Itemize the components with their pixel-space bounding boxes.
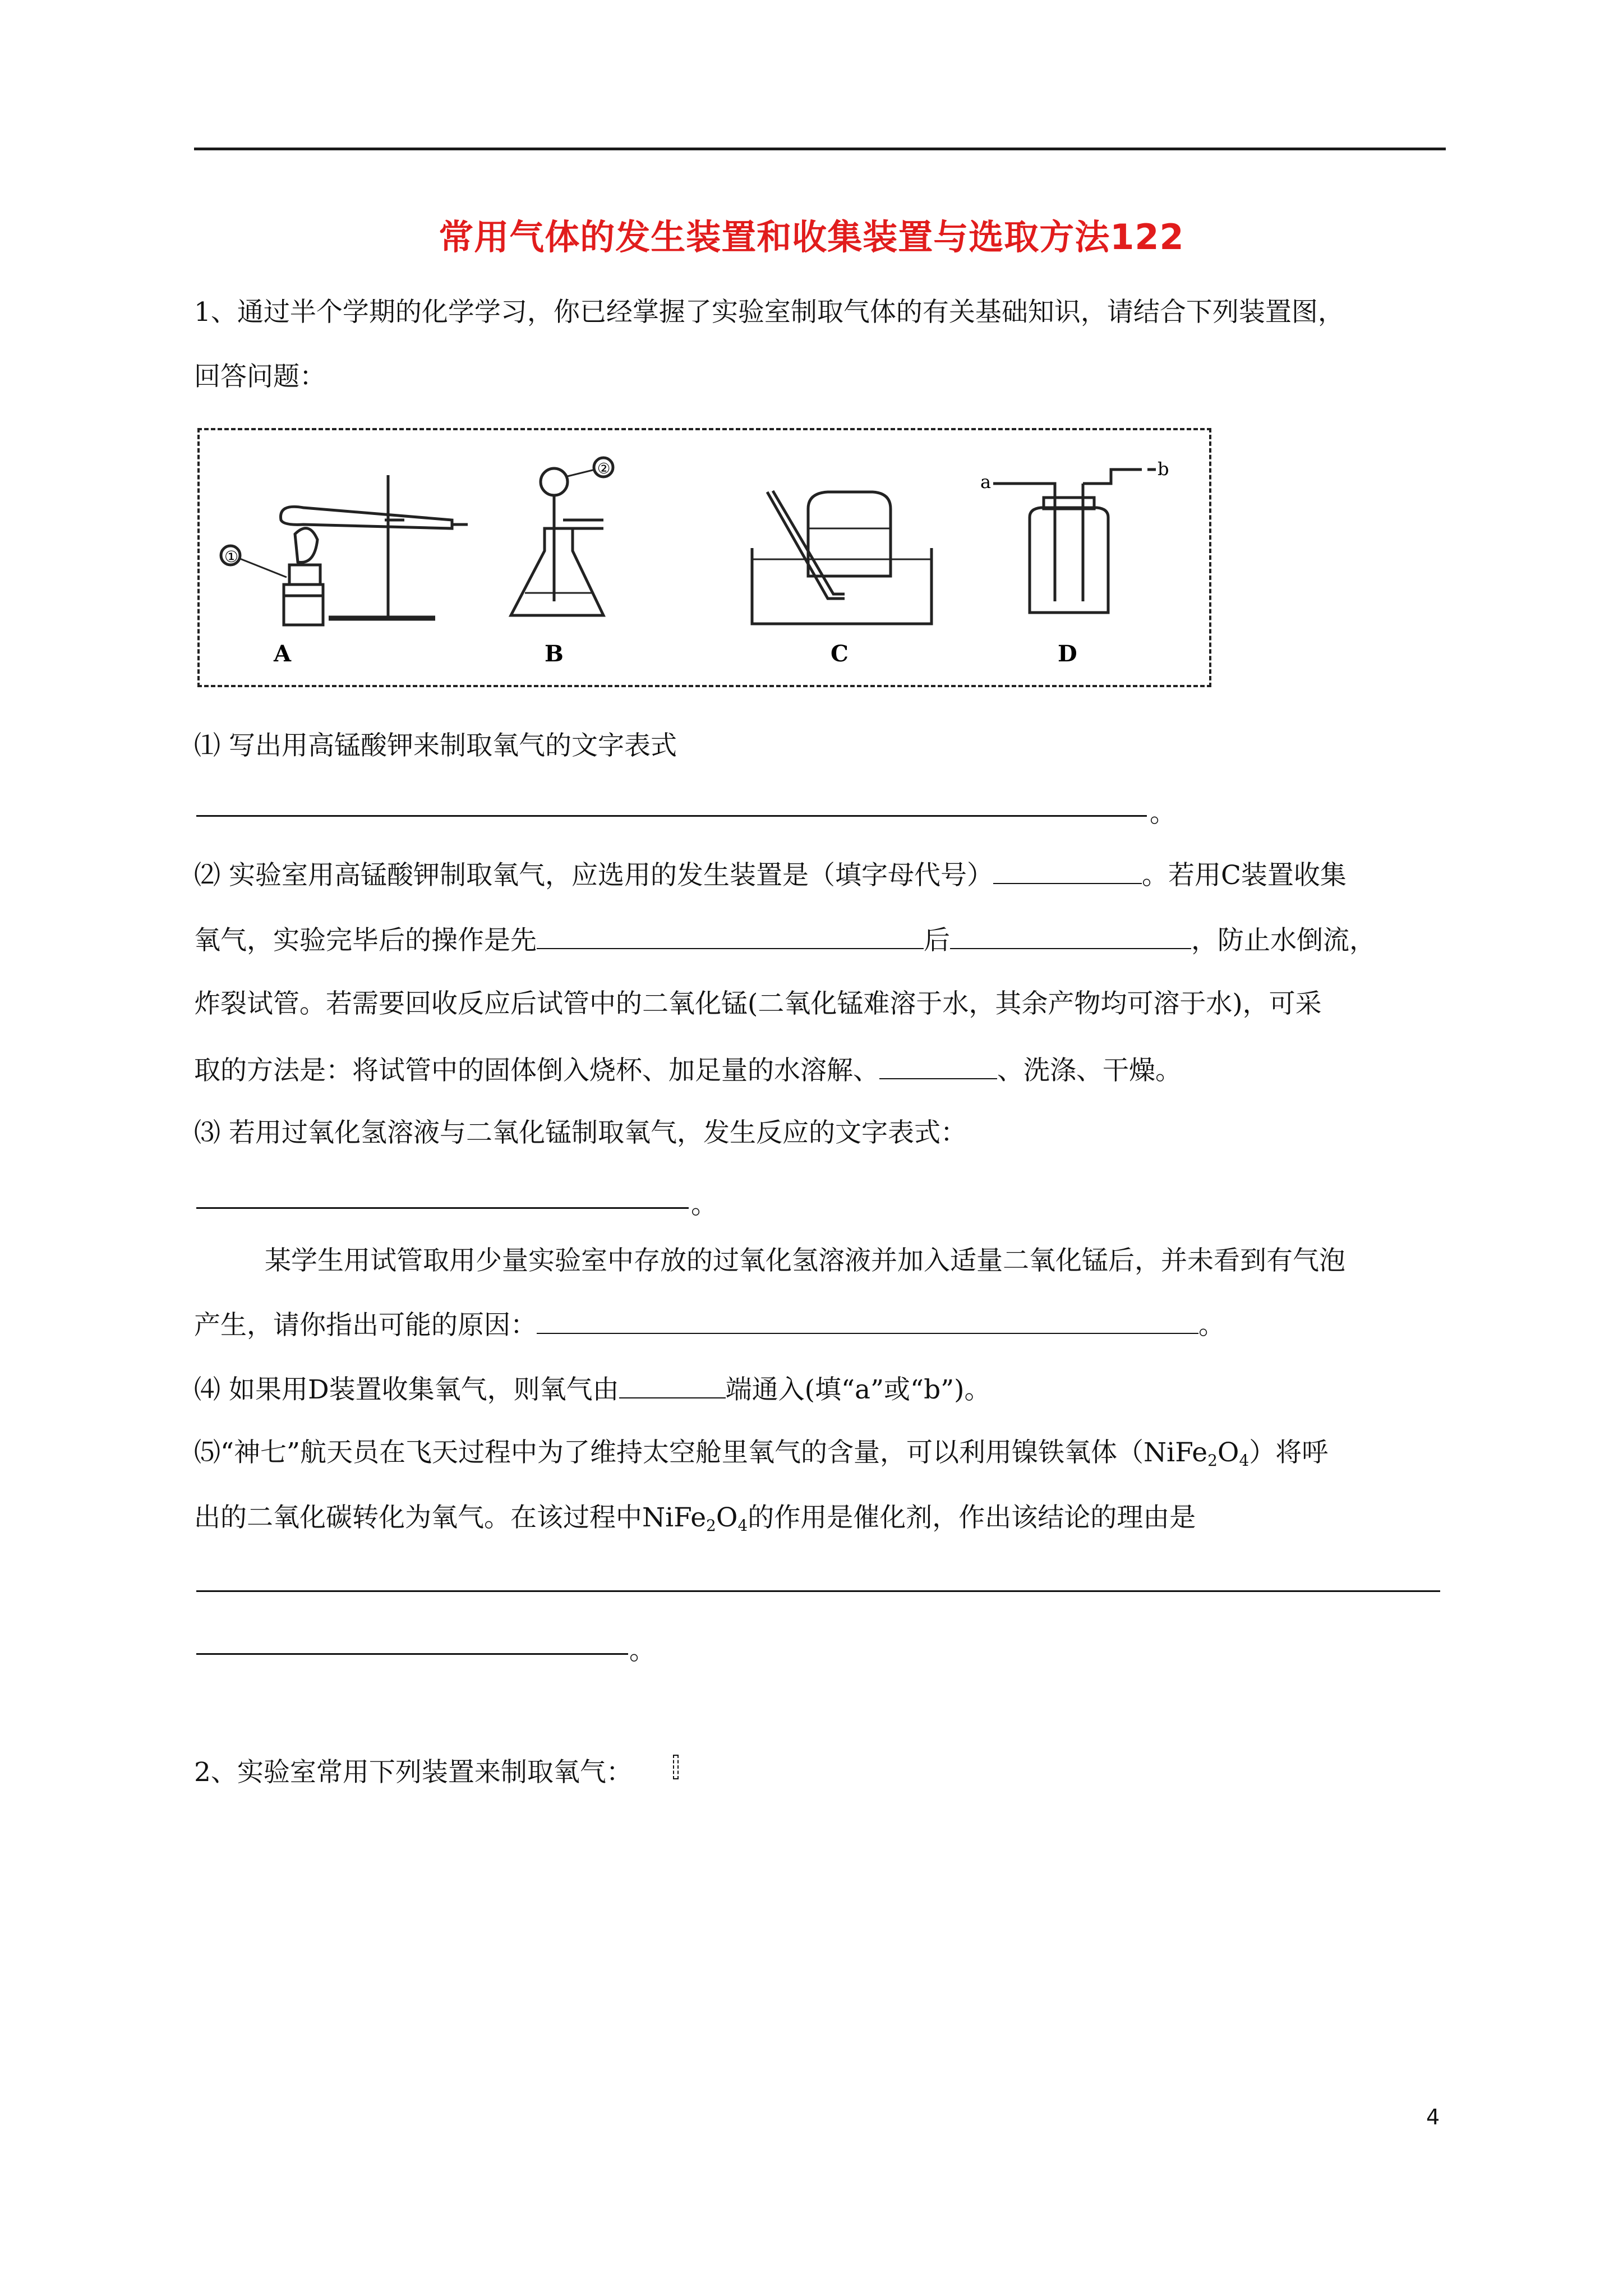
apparatus-figure bbox=[197, 428, 1211, 687]
q1-part3b-line2-tail: 。 bbox=[1198, 1310, 1225, 1341]
port-a-label: a bbox=[980, 471, 992, 493]
subscript-2: 2 bbox=[1207, 1451, 1218, 1470]
q1-part1: ⑴ 写出用高锰酸钾来制取氧气的文字表式 bbox=[194, 730, 677, 761]
apparatus-a bbox=[221, 475, 468, 625]
q1-part2-line4-tail: 、洗涤、干燥。 bbox=[997, 1055, 1182, 1086]
q1-part5-line2 bbox=[194, 1501, 1196, 1543]
answer-blank-reason[interactable] bbox=[537, 1307, 1198, 1334]
image-placeholder-icon bbox=[673, 1755, 679, 1779]
q1-part5-line1-text: ⑸“神七”航天员在飞天过程中为了维持太空舱里氧气的含量，可以利用镍铁氧体（NiFe bbox=[194, 1437, 1208, 1468]
q2-text: 2、实验室常用下列装置来制取氧气： bbox=[194, 1757, 633, 1788]
answer-blank-method[interactable] bbox=[879, 1052, 997, 1079]
label-c: C bbox=[831, 641, 849, 667]
answer-line-5b[interactable] bbox=[196, 1653, 628, 1655]
page-title: 常用气体的发生装置和收集装置与选取方法122 bbox=[439, 217, 1184, 257]
answer-blank-then[interactable] bbox=[950, 922, 1191, 949]
q1-part5-line2-text: 出的二氧化碳转化为氧气。在该过程中NiFe bbox=[194, 1502, 707, 1533]
header-rule bbox=[194, 148, 1446, 150]
port-b-label: b bbox=[1158, 458, 1169, 480]
apparatus-drawing bbox=[200, 430, 1209, 685]
apparatus-b bbox=[511, 458, 613, 615]
subscript-2: 2 bbox=[706, 1516, 716, 1535]
apparatus-c bbox=[752, 491, 932, 624]
q1-part4-text: ⑷ 如果用D装置收集氧气，则氧气由 bbox=[194, 1374, 619, 1405]
marker-2: ② bbox=[597, 461, 611, 477]
q1-intro-line1: 1、通过半个学期的化学学习，你已经掌握了实验室制取气体的有关基础知识，请结合下列装置图， bbox=[194, 297, 1344, 328]
q1-part4 bbox=[194, 1372, 991, 1407]
answer-line-3[interactable] bbox=[196, 1207, 689, 1209]
answer-line-5a[interactable] bbox=[196, 1590, 1440, 1592]
q1-part1-end: 。 bbox=[1150, 798, 1176, 829]
q1-part5-line1 bbox=[194, 1436, 1328, 1478]
q1-part3b-line2-text: 产生，请你指出可能的原因： bbox=[194, 1310, 537, 1341]
q1-part2-line2-tail: ，防止水倒流， bbox=[1191, 925, 1376, 956]
answer-line-1[interactable] bbox=[196, 815, 1147, 817]
q1-part2-line1 bbox=[194, 857, 1347, 892]
q1-part4-tail: 端通入(填“a”或“b”)。 bbox=[725, 1374, 991, 1405]
label-a: A bbox=[274, 641, 292, 667]
answer-blank-port[interactable] bbox=[619, 1372, 726, 1398]
page-number: 4 bbox=[1426, 2105, 1440, 2129]
q1-part2-line4-text: 取的方法是：将试管中的固体倒入烧杯、加足量的水溶解、 bbox=[194, 1055, 879, 1086]
q1-part2-line1-text: ⑵ 实验室用高锰酸钾制取氧气，应选用的发生装置是（填字母代号） bbox=[194, 860, 993, 891]
answer-blank-first[interactable] bbox=[537, 922, 924, 949]
q1-part2-line2 bbox=[194, 922, 1376, 958]
label-b: B bbox=[545, 641, 564, 667]
q1-part5-line2-tail: 的作用是催化剂，作出该结论的理由是 bbox=[748, 1502, 1196, 1533]
q1-part3-end: 。 bbox=[691, 1189, 717, 1220]
oxygen-symbol: O bbox=[716, 1502, 738, 1533]
q1-part5-end: 。 bbox=[629, 1635, 656, 1666]
q1-part3-line1: ⑶ 若用过氧化氢溶液与二氧化锰制取氧气，发生反应的文字表式： bbox=[194, 1117, 967, 1148]
apparatus-d bbox=[993, 470, 1156, 613]
q1-part3b-line1: 某学生用试管取用少量实验室中存放的过氧化氢溶液并加入适量二氧化锰后，并未看到有气泡 bbox=[265, 1245, 1345, 1276]
q1-intro-line2: 回答问题： bbox=[194, 361, 326, 392]
label-d: D bbox=[1058, 641, 1077, 667]
answer-blank-device[interactable] bbox=[993, 857, 1142, 884]
q1-part2-line2-text: 氧气，实验完毕后的操作是先 bbox=[194, 925, 537, 956]
q1-part5-line1-tail: ）将呼 bbox=[1249, 1437, 1329, 1468]
q1-part2-line1-tail: 。若用C装置收集 bbox=[1141, 860, 1347, 891]
q1-part3b-line2 bbox=[194, 1307, 1225, 1342]
oxygen-symbol: O bbox=[1217, 1437, 1239, 1468]
q1-part2-line2-mid: 后 bbox=[924, 925, 950, 956]
subscript-4: 4 bbox=[737, 1516, 748, 1535]
q1-part2-line4 bbox=[194, 1052, 1182, 1088]
q1-part2-line3: 炸裂试管。若需要回收反应后试管中的二氧化锰(二氧化锰难溶于水，其余产物均可溶于水)，可采 bbox=[194, 988, 1322, 1019]
marker-1: ① bbox=[224, 547, 239, 566]
subscript-4: 4 bbox=[1239, 1451, 1249, 1470]
